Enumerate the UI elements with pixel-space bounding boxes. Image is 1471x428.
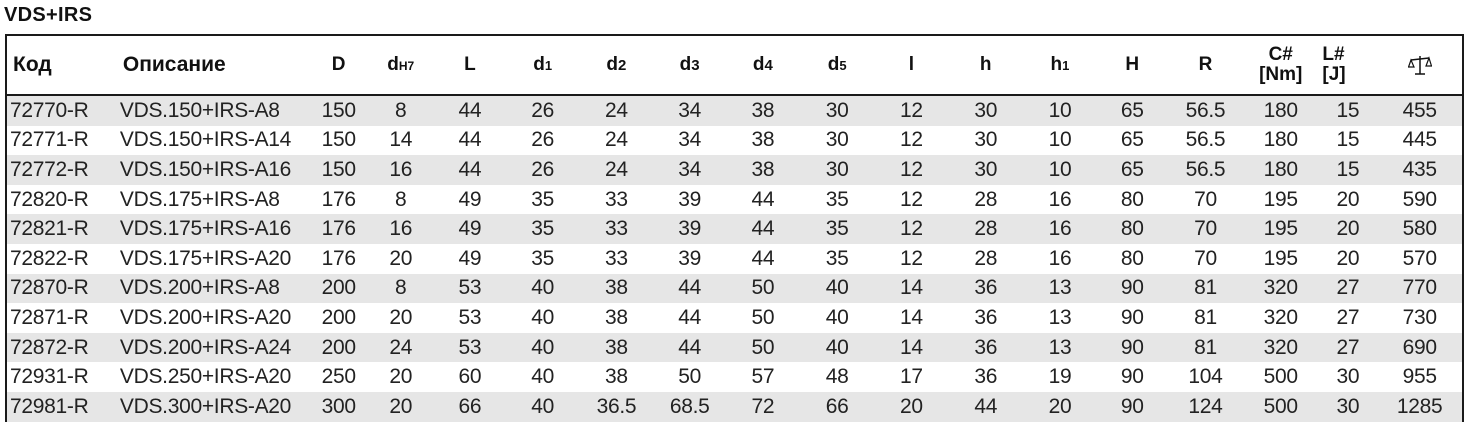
table-cell: 8 bbox=[395, 187, 407, 211]
table-cell: 300 bbox=[310, 392, 367, 422]
table-cell: 38 bbox=[726, 155, 799, 185]
table-cell: 38 bbox=[605, 305, 628, 329]
table-cell: 200 bbox=[310, 333, 367, 363]
table-cell: 33 bbox=[605, 187, 628, 211]
table-title: VDS+IRS bbox=[4, 4, 93, 26]
table-cell: 36 bbox=[974, 305, 998, 329]
table-cell: 195 bbox=[1263, 246, 1298, 270]
table-cell: 40 bbox=[506, 333, 580, 363]
cell-code: 72770-R bbox=[7, 95, 117, 126]
table-cell: 49 bbox=[458, 187, 482, 211]
header-d5-sub: 5 bbox=[839, 57, 847, 73]
table-cell: 13 bbox=[1048, 305, 1072, 329]
table-cell: 250 bbox=[321, 365, 356, 389]
table-cell: 80 bbox=[1097, 214, 1168, 244]
table-cell: 20 bbox=[367, 392, 434, 422]
table-cell: 150 bbox=[310, 95, 367, 126]
table-cell: 81 bbox=[1194, 305, 1217, 329]
table-row[interactable] bbox=[7, 95, 1462, 126]
cell-description: VDS.150+IRS-A8 bbox=[117, 95, 310, 126]
table-cell: 180 bbox=[1243, 95, 1318, 126]
table-row[interactable] bbox=[7, 244, 1462, 274]
table-row[interactable] bbox=[7, 126, 1462, 156]
table-cell: 35 bbox=[825, 187, 849, 211]
table-cell: 12 bbox=[900, 187, 923, 211]
header-d1[interactable] bbox=[506, 36, 580, 95]
table-cell: 57 bbox=[751, 365, 775, 389]
table-cell: 56.5 bbox=[1168, 155, 1243, 185]
table-cell: 28 bbox=[974, 187, 998, 211]
table-cell: 44 bbox=[948, 392, 1023, 422]
table-cell: 12 bbox=[900, 128, 923, 152]
header-d5[interactable] bbox=[800, 36, 875, 95]
header-d1-main: d bbox=[533, 53, 545, 75]
table-cell: 10 bbox=[1023, 155, 1096, 185]
cell-code: 72820-R bbox=[10, 187, 89, 211]
header-dH7-sub: H7 bbox=[398, 58, 415, 73]
table-cell: 20 bbox=[389, 365, 413, 389]
cell-code: 72822-R bbox=[10, 246, 89, 270]
table-cell: 90 bbox=[1120, 365, 1144, 389]
table-row[interactable] bbox=[7, 303, 1462, 333]
table-cell: 15 bbox=[1318, 155, 1377, 185]
table-cell: 65 bbox=[1097, 95, 1168, 126]
table-cell: 50 bbox=[751, 305, 775, 329]
table-cell: 14 bbox=[875, 333, 948, 363]
header-d1-sub: 1 bbox=[544, 57, 553, 73]
header-d2[interactable] bbox=[580, 36, 653, 95]
table-cell: 53 bbox=[434, 274, 505, 304]
table-cell: 30 bbox=[800, 95, 875, 126]
cell-code: 72772-R bbox=[7, 155, 117, 185]
table-cell: 40 bbox=[531, 365, 555, 389]
table-cell: 104 bbox=[1188, 365, 1223, 389]
table-cell: 44 bbox=[653, 274, 726, 304]
table-cell: 50 bbox=[678, 365, 702, 389]
table-cell: 176 bbox=[321, 187, 356, 211]
table-cell: 39 bbox=[678, 246, 702, 270]
header-dH7-main: d bbox=[387, 53, 399, 75]
table-cell: 40 bbox=[506, 274, 580, 304]
table-cell: 24 bbox=[580, 155, 653, 185]
table-cell: 8 bbox=[367, 274, 434, 304]
table-row[interactable] bbox=[7, 274, 1462, 304]
table-cell: 17 bbox=[900, 365, 923, 389]
cell-description: VDS.175+IRS-A20 bbox=[119, 246, 292, 270]
table-cell: 19 bbox=[1048, 365, 1072, 389]
header-Lj[interactable] bbox=[1318, 36, 1377, 95]
cell-code: 72870-R bbox=[7, 274, 117, 304]
table-cell: 81 bbox=[1168, 274, 1243, 304]
table-cell: 195 bbox=[1243, 214, 1318, 244]
table-cell: 730 bbox=[1402, 305, 1437, 329]
table-cell: 16 bbox=[1048, 187, 1072, 211]
header-weight[interactable] bbox=[1377, 36, 1462, 95]
table-cell: 13 bbox=[1023, 333, 1096, 363]
table-cell: 200 bbox=[321, 305, 356, 329]
table-cell: 90 bbox=[1120, 305, 1144, 329]
table-cell: 30 bbox=[1318, 392, 1377, 422]
table-cell: 49 bbox=[434, 214, 505, 244]
table-cell: 320 bbox=[1243, 274, 1318, 304]
header-C-top: C# bbox=[1268, 44, 1293, 65]
table-cell: 580 bbox=[1377, 214, 1462, 244]
table-cell: 14 bbox=[900, 305, 923, 329]
table-cell: 16 bbox=[1023, 214, 1096, 244]
table-cell: 72 bbox=[726, 392, 799, 422]
table-cell: 50 bbox=[726, 333, 799, 363]
table-cell: 30 bbox=[1336, 365, 1360, 389]
table-cell: 38 bbox=[605, 365, 628, 389]
scale-icon bbox=[1408, 54, 1432, 76]
table-cell: 500 bbox=[1243, 392, 1318, 422]
header-D[interactable]: D bbox=[310, 36, 367, 95]
table-cell: 180 bbox=[1243, 155, 1318, 185]
table-cell: 690 bbox=[1377, 333, 1462, 363]
header-C-bottom: [Nm] bbox=[1259, 64, 1303, 85]
table-cell: 27 bbox=[1318, 333, 1377, 363]
table-cell: 28 bbox=[948, 214, 1023, 244]
table-cell: 20 bbox=[1318, 214, 1377, 244]
table-cell: 56.5 bbox=[1185, 128, 1226, 152]
table-cell: 500 bbox=[1263, 365, 1298, 389]
table-cell: 40 bbox=[531, 305, 555, 329]
table-cell: 20 bbox=[1023, 392, 1096, 422]
header-L[interactable]: L bbox=[434, 36, 505, 95]
header-d2-main: d bbox=[606, 53, 619, 75]
cell-code: 72931-R bbox=[10, 365, 89, 389]
header-l[interactable]: l bbox=[875, 36, 948, 95]
table-cell: 20 bbox=[875, 392, 948, 422]
table-cell: 44 bbox=[678, 305, 702, 329]
table-cell: 34 bbox=[678, 128, 702, 152]
table-cell: 14 bbox=[875, 274, 948, 304]
table-cell: 195 bbox=[1263, 187, 1298, 211]
cell-code: 72981-R bbox=[7, 392, 117, 422]
table-cell: 53 bbox=[458, 305, 482, 329]
table-cell: 39 bbox=[653, 214, 726, 244]
cell-description: VDS.150+IRS-A14 bbox=[119, 128, 292, 152]
table-cell: 70 bbox=[1168, 214, 1243, 244]
table-cell: 40 bbox=[506, 392, 580, 422]
table-cell: 10 bbox=[1023, 95, 1096, 126]
cell-code: 72872-R bbox=[7, 333, 117, 363]
table-cell: 66 bbox=[434, 392, 505, 422]
table-cell: 26 bbox=[531, 128, 555, 152]
spec-table bbox=[7, 36, 1462, 422]
table-cell: 445 bbox=[1402, 128, 1437, 152]
table-cell: 24 bbox=[580, 95, 653, 126]
header-R[interactable]: R bbox=[1168, 36, 1243, 95]
header-d3-main: d bbox=[679, 53, 692, 75]
table-cell: 33 bbox=[580, 214, 653, 244]
table-cell: 26 bbox=[506, 155, 580, 185]
header-d4-main: d bbox=[752, 53, 765, 75]
table-cell: 180 bbox=[1263, 128, 1298, 152]
table-cell: 81 bbox=[1168, 333, 1243, 363]
header-code[interactable]: Код bbox=[7, 36, 117, 95]
table-cell: 176 bbox=[321, 246, 356, 270]
table-cell: 955 bbox=[1402, 365, 1437, 389]
cell-description: VDS.150+IRS-A16 bbox=[117, 155, 310, 185]
table-cell: 14 bbox=[389, 128, 413, 152]
header-h1[interactable] bbox=[1023, 36, 1096, 95]
table-cell: 40 bbox=[800, 274, 875, 304]
table-cell: 80 bbox=[1120, 246, 1144, 270]
spec-table-frame bbox=[5, 34, 1464, 422]
table-cell: 30 bbox=[948, 155, 1023, 185]
table-cell: 8 bbox=[367, 95, 434, 126]
cell-description: VDS.200+IRS-A20 bbox=[119, 305, 292, 329]
table-cell: 44 bbox=[434, 155, 505, 185]
table-cell: 24 bbox=[605, 128, 628, 152]
table-cell: 12 bbox=[875, 214, 948, 244]
table-cell: 455 bbox=[1377, 95, 1462, 126]
table-cell: 24 bbox=[367, 333, 434, 363]
table-row[interactable] bbox=[7, 392, 1462, 422]
cell-description: VDS.250+IRS-A20 bbox=[119, 365, 292, 389]
table-body bbox=[7, 95, 1462, 422]
table-cell: 27 bbox=[1318, 274, 1377, 304]
table-cell: 570 bbox=[1402, 246, 1437, 270]
header-C[interactable] bbox=[1243, 36, 1318, 95]
table-cell: 90 bbox=[1097, 392, 1168, 422]
table-cell: 44 bbox=[726, 214, 799, 244]
table-cell: 44 bbox=[751, 187, 775, 211]
table-cell: 44 bbox=[653, 333, 726, 363]
cell-code: 72821-R bbox=[7, 214, 117, 244]
header-h[interactable]: h bbox=[948, 36, 1023, 95]
header-d4-sub: 4 bbox=[764, 56, 773, 74]
header-d2-sub: 2 bbox=[618, 56, 627, 74]
header-d3[interactable] bbox=[653, 36, 726, 95]
header-Lj-bottom: [J] bbox=[1322, 64, 1346, 85]
table-cell: 38 bbox=[726, 95, 799, 126]
table-cell: 16 bbox=[367, 214, 434, 244]
table-cell: 44 bbox=[434, 95, 505, 126]
table-cell: 26 bbox=[506, 95, 580, 126]
table-cell: 10 bbox=[1048, 128, 1072, 152]
table-cell: 35 bbox=[506, 214, 580, 244]
table-cell: 590 bbox=[1402, 187, 1437, 211]
table-cell: 435 bbox=[1377, 155, 1462, 185]
table-cell: 28 bbox=[974, 246, 998, 270]
table-cell: 53 bbox=[434, 333, 505, 363]
header-H[interactable]: H bbox=[1097, 36, 1168, 95]
table-cell: 124 bbox=[1168, 392, 1243, 422]
table-cell: 48 bbox=[825, 365, 849, 389]
table-cell: 12 bbox=[900, 246, 923, 270]
table-cell: 40 bbox=[800, 333, 875, 363]
table-cell: 38 bbox=[580, 333, 653, 363]
table-cell: 80 bbox=[1120, 187, 1144, 211]
table-cell: 770 bbox=[1377, 274, 1462, 304]
cell-code: 72871-R bbox=[10, 305, 89, 329]
table-row[interactable] bbox=[7, 333, 1462, 363]
table-cell: 49 bbox=[458, 246, 482, 270]
table-row[interactable] bbox=[7, 185, 1462, 215]
table-cell: 70 bbox=[1194, 246, 1217, 270]
table-cell: 36.5 bbox=[580, 392, 653, 422]
header-d5-main: d bbox=[827, 53, 840, 75]
table-cell: 56.5 bbox=[1168, 95, 1243, 126]
table-cell: 20 bbox=[1336, 246, 1360, 270]
table-cell: 34 bbox=[653, 155, 726, 185]
table-cell: 150 bbox=[310, 155, 367, 185]
table-cell: 30 bbox=[974, 128, 998, 152]
table-cell: 39 bbox=[678, 187, 702, 211]
table-row[interactable] bbox=[7, 362, 1462, 392]
table-cell: 35 bbox=[825, 246, 849, 270]
table-cell: 30 bbox=[948, 95, 1023, 126]
table-cell: 90 bbox=[1097, 333, 1168, 363]
table-cell: 20 bbox=[1336, 187, 1360, 211]
header-d4[interactable] bbox=[726, 36, 799, 95]
cell-description: VDS.300+IRS-A20 bbox=[117, 392, 310, 422]
header-d3-sub: 3 bbox=[691, 56, 700, 74]
table-cell: 20 bbox=[389, 305, 413, 329]
header-h1-main: h bbox=[1050, 53, 1063, 75]
table-cell: 13 bbox=[1023, 274, 1096, 304]
table-cell: 50 bbox=[726, 274, 799, 304]
table-cell: 150 bbox=[321, 128, 356, 152]
cell-code: 72771-R bbox=[10, 128, 89, 152]
table-cell: 33 bbox=[605, 246, 628, 270]
table-cell: 66 bbox=[800, 392, 875, 422]
table-cell: 15 bbox=[1318, 95, 1377, 126]
table-cell: 30 bbox=[800, 155, 875, 185]
table-cell: 12 bbox=[875, 95, 948, 126]
table-cell: 65 bbox=[1120, 128, 1144, 152]
table-cell: 68.5 bbox=[653, 392, 726, 422]
table-cell: 90 bbox=[1097, 274, 1168, 304]
cell-description: VDS.175+IRS-A16 bbox=[117, 214, 310, 244]
table-cell: 35 bbox=[800, 214, 875, 244]
table-cell: 35 bbox=[531, 246, 555, 270]
table-cell: 38 bbox=[580, 274, 653, 304]
table-cell: 60 bbox=[458, 365, 482, 389]
table-cell: 36 bbox=[948, 333, 1023, 363]
table-cell: 1285 bbox=[1377, 392, 1462, 422]
table-cell: 44 bbox=[458, 128, 482, 152]
header-Lj-top: L# bbox=[1322, 44, 1345, 65]
table-cell: 20 bbox=[389, 246, 413, 270]
table-cell: 30 bbox=[825, 128, 849, 152]
table-row[interactable] bbox=[7, 155, 1462, 185]
table-row[interactable] bbox=[7, 214, 1462, 244]
table-cell: 44 bbox=[751, 246, 775, 270]
table-cell: 15 bbox=[1336, 128, 1360, 152]
cell-description: VDS.200+IRS-A8 bbox=[117, 274, 310, 304]
table-cell: 320 bbox=[1263, 305, 1298, 329]
table-cell: 200 bbox=[310, 274, 367, 304]
table-cell: 16 bbox=[1048, 246, 1072, 270]
header-h1-sub: 1 bbox=[1062, 57, 1070, 73]
table-cell: 65 bbox=[1097, 155, 1168, 185]
header-description[interactable]: Описание bbox=[117, 36, 310, 95]
table-cell: 38 bbox=[751, 128, 775, 152]
cell-description: VDS.175+IRS-A8 bbox=[119, 187, 280, 211]
table-cell: 36 bbox=[948, 274, 1023, 304]
table-cell: 176 bbox=[310, 214, 367, 244]
table-cell: 16 bbox=[367, 155, 434, 185]
cell-description: VDS.200+IRS-A24 bbox=[117, 333, 310, 363]
table-cell: 70 bbox=[1194, 187, 1217, 211]
table-cell: 12 bbox=[875, 155, 948, 185]
header-dH7[interactable] bbox=[367, 36, 434, 95]
table-cell: 320 bbox=[1243, 333, 1318, 363]
table-cell: 36 bbox=[974, 365, 998, 389]
table-cell: 34 bbox=[653, 95, 726, 126]
table-cell: 27 bbox=[1336, 305, 1360, 329]
header-row bbox=[7, 36, 1462, 95]
table-cell: 35 bbox=[531, 187, 555, 211]
table-cell: 40 bbox=[825, 305, 849, 329]
